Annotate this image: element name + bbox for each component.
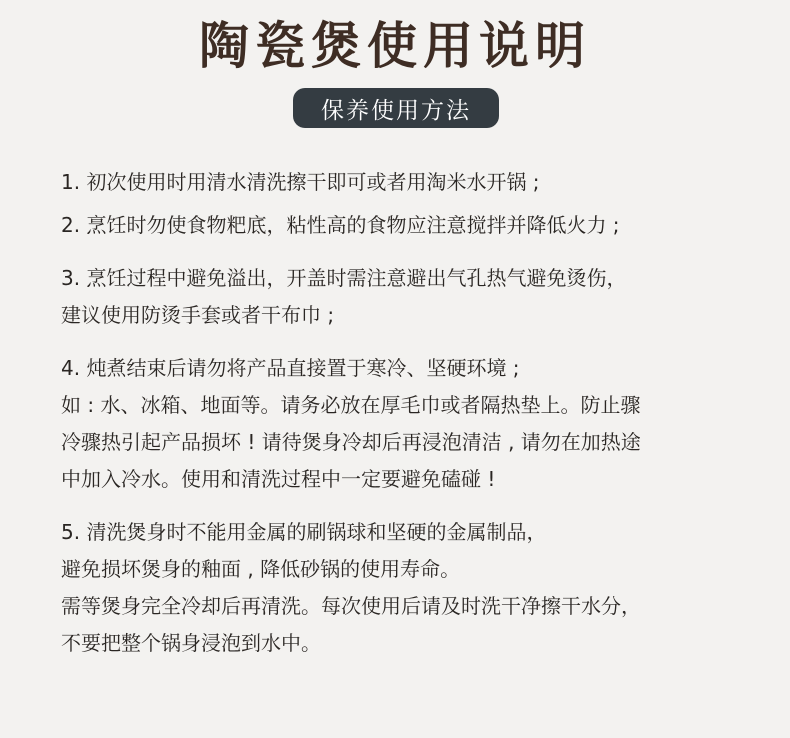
instruction-line: 避免损坏煲身的釉面 , 降低砂锅的使用寿命。	[61, 557, 461, 581]
instruction-line: 不要把整个锅身浸泡到水中。	[61, 631, 321, 655]
instruction-line: 冷骤热引起产品损坏 ! 请待煲身冷却后再浸泡清洁 , 请勿在加热途	[61, 430, 641, 454]
instruction-line: 5. 清洗煲身时不能用金属的刷锅球和坚硬的金属制品，	[61, 520, 547, 544]
instruction-line: 如 : 水、冰箱、地面等。请务必放在厚毛巾或者隔热垫上。防止骤	[61, 393, 641, 417]
instruction-item	[61, 260, 761, 334]
instruction-line: 2. 烹饪时勿使食物粑底，粘性高的食物应注意搅拌并降低火力 ;	[61, 213, 620, 237]
instruction-item	[61, 350, 761, 498]
page-title: 陶瓷煲使用说明	[199, 16, 591, 75]
instructions-list	[61, 164, 761, 662]
instruction-item	[61, 514, 761, 662]
section-heading-label: 保养使用方法	[321, 97, 471, 124]
instruction-item	[61, 207, 761, 244]
instruction-item	[61, 164, 761, 201]
instruction-line: 4. 炖煮结束后请勿将产品直接置于寒冷、坚硬环境 ;	[61, 356, 520, 380]
section-heading	[293, 88, 499, 128]
instruction-line: 中加入冷水。使用和清洗过程中一定要避免磕碰 !	[61, 467, 496, 491]
instruction-line: 需等煲身完全冷却后再清洗。每次使用后请及时洗干净擦干水分，	[61, 594, 641, 618]
instruction-line: 1. 初次使用时用清水清洗擦干即可或者用淘米水开锅 ;	[61, 170, 540, 194]
instruction-line: 建议使用防烫手套或者干布巾 ;	[61, 303, 335, 327]
instruction-line: 3. 烹饪过程中避免溢出，开盖时需注意避出气孔热气避免烫伤，	[61, 266, 627, 290]
